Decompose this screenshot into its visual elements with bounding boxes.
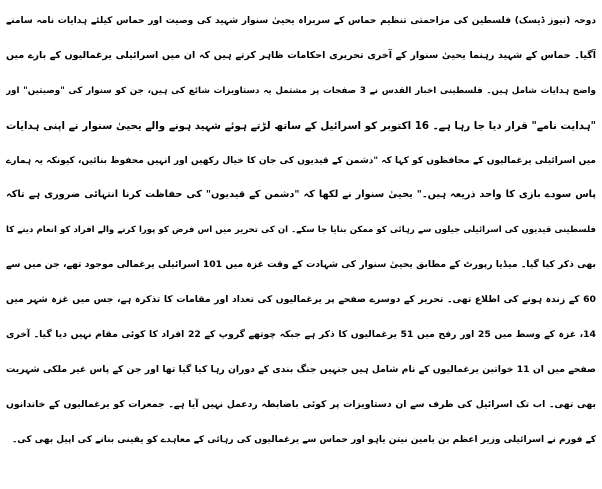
article-body [6,4,596,458]
article-line: واضح ہدایات شامل ہیں۔ فلسطینی اخبار القدس نے 3 صفحات پر مشتمل یہ دستاویزات شائع کی ہیں، جن کو سنوار کی "وصیتیں" اور [6,85,596,96]
article-line: آگیا۔ حماس کے شہید رہنما یحییٰ سنوار کے آخری تحریری احکامات ظاہر کرتے ہیں کہ ان میں اسرائیلی یرغمالیوں کے بارے میں [6,49,596,61]
article-line: پاس سودے بازی کا واحد ذریعہ ہیں۔" یحییٰ سنوار نے لکھا کہ "دشمن کے قیدیوں" کی حفاظت کرنا انتہائی ضروری ہے تاکہ [6,189,596,201]
article-line: بھی ذکر کیا گیا۔ میڈیا رپورٹ کے مطابق یحییٰ سنوار کی شہادت کے وقت غزہ میں 101 اسرائیلی یرغمالی موجود تھے، جن میں سے [6,259,596,271]
article-line: بھی تھی۔ اب تک اسرائیل کی طرف سے ان دستاویزات پر کوئی باضابطہ ردعمل نہیں آیا ہے۔ جمعرات کو یرغمالیوں کے خاندانوں [6,398,596,410]
article-line: فلسطینی قیدیوں کی اسرائیلی جیلوں سے رہائی کو ممکن بنایا جا سکے۔ ان کی تحریر میں اس فرض کو پورا کرنے والے افراد کو انعام دینے کا [6,225,596,236]
article-line: صفحے میں ان 11 خواتین یرغمالیوں کے نام شامل ہیں جنہیں جنگ بندی کے دوران رہا کیا گیا تھا اور جن کے پاس غیر ملکی شہریت [6,363,596,375]
article-line: میں اسرائیلی یرغمالیوں کے محافظوں کو کہا کہ "دشمن کے قیدیوں کی جان کا خیال رکھیں اور انہیں محفوظ بنائیں، کیونکہ یہ ہمارے [6,155,596,166]
article-line-last: کے فورم نے اسرائیلی وزیر اعظم بن یامین نیتن یاہو اور حماس سے یرغمالیوں کی رہائی کے معاہدے کو یقینی بنانے کی اپیل بھی کی۔ [11,434,596,445]
article-line: 60 کے زندہ ہونے کی اطلاع تھی۔ تحریر کے دوسرے صفحے پر یرغمالیوں کی تعداد اور مقامات کا تذکرہ ہے، جس میں غزہ شہر میں [6,294,596,306]
article-line: دوحہ (نیوز ڈیسک) فلسطین کی مزاحمتی تنظیم حماس کے سربراہ یحییٰ سنوار شہید کی وصیت اور حماس کیلئے ہدایات نامہ سامنے [6,16,596,26]
article-line: "ہدایت نامے" قرار دیا جا رہا ہے۔ 16 اکتوبر کو اسرائیل کے ساتھ لڑتے ہوئے شہید ہونے والے یحییٰ سنوار نے اپنی ہدایات [6,119,596,132]
article-line: 14، غزہ کے وسط میں 25 اور رفح میں 51 یرغمالیوں کا ذکر ہے جبکہ چوتھے گروپ کے 22 افراد کا کوئی مقام نہیں دیا گیا۔ آخری [6,329,596,341]
